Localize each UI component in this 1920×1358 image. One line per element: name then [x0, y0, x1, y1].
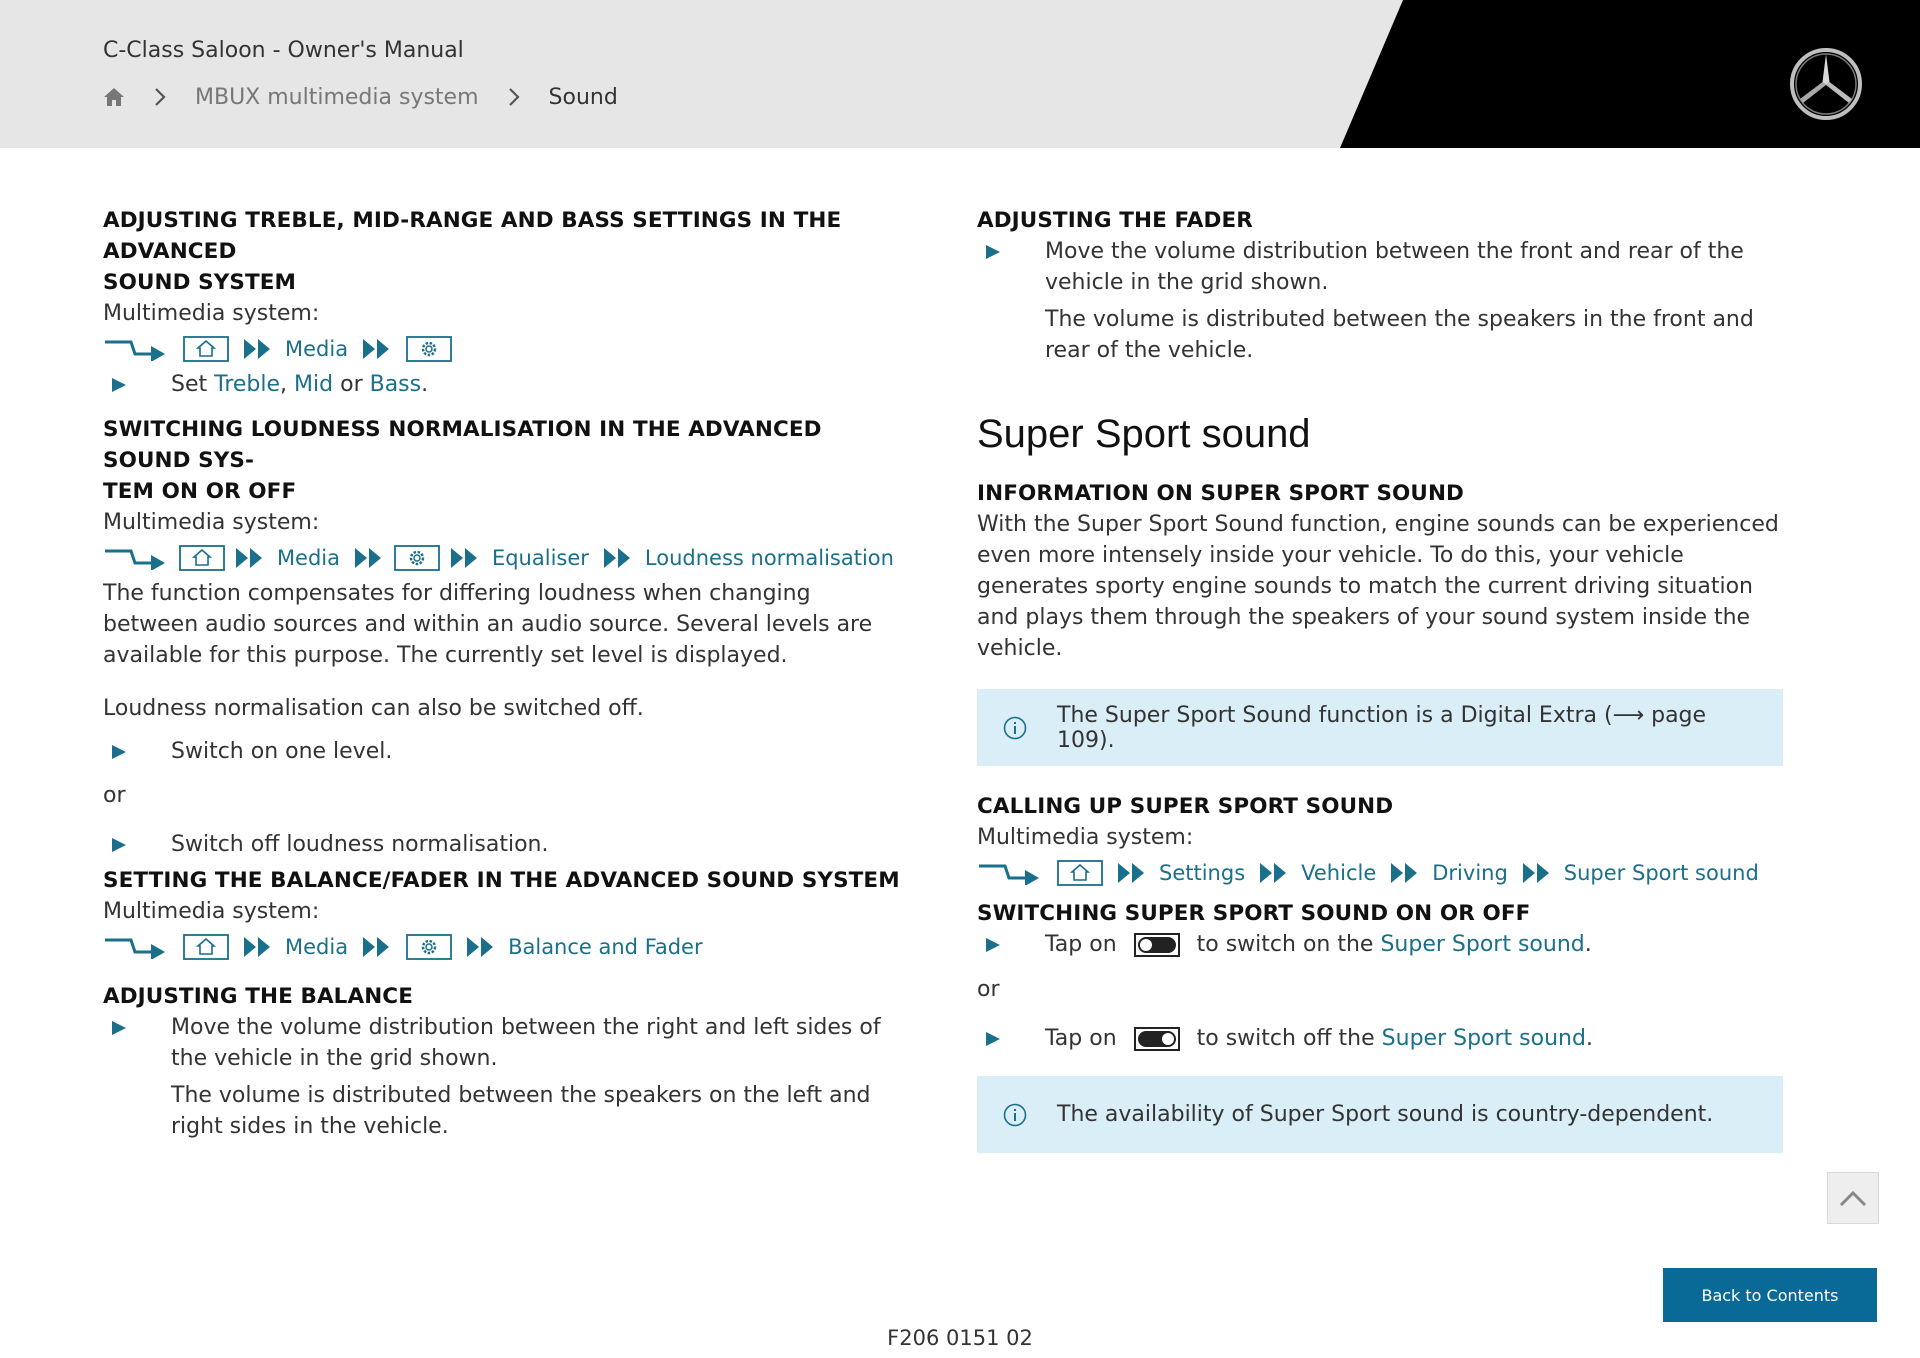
- chevron-right-icon: [507, 86, 521, 108]
- menu-path: [977, 853, 1783, 893]
- step-text: Set: [171, 372, 215, 397]
- intro-text: Multimedia system:: [103, 899, 320, 924]
- info-icon: [1003, 716, 1027, 740]
- step-text: Move the volume distribution between the front and rear of the vehicle in the grid shown.: [1045, 239, 1744, 295]
- heading-balance-fader: SETTING THE BALANCE/FADER IN THE ADVANCED SOUND SYSTEM: [103, 868, 900, 893]
- menu-path: [103, 329, 908, 369]
- step-arrow-icon: [986, 938, 1000, 952]
- breadcrumb: [103, 82, 618, 112]
- step-result-text: The volume is distributed between the speakers in the front and rear of the vehicle.: [1045, 307, 1754, 363]
- double-chevron-icon: [466, 935, 496, 959]
- settings-gear-button-icon: [394, 545, 440, 571]
- super-sport-description: With the Super Sport Sound function, engine sounds can be experienced even more intensely inside your vehicle. To do this, your vehicle generates sporty engine sounds to match the current driving situation and plays them through the speakers of your sound system inside the vehicle.: [977, 512, 1779, 661]
- path-item-driving: Driving: [1432, 861, 1508, 885]
- path-start-arrow-icon: [103, 546, 169, 570]
- path-item-super-sport-sound: Super Sport sound: [1563, 861, 1759, 885]
- link-mid[interactable]: Mid: [294, 372, 334, 397]
- heading-line: TEM ON OR OFF: [103, 479, 297, 504]
- step-text: .: [421, 372, 429, 397]
- step-text: .: [1585, 1026, 1593, 1051]
- path-item-media: Media: [276, 546, 341, 570]
- info-icon: [1003, 1103, 1027, 1127]
- breadcrumb-link-mbux[interactable]: MBUX multimedia system: [195, 84, 479, 110]
- toggle-off-icon: [1134, 933, 1180, 957]
- step-arrow-icon: [986, 1032, 1000, 1046]
- heading-line: SWITCHING LOUDNESS NORMALISATION IN THE ADVANCED SOUND SYS-: [103, 417, 822, 473]
- left-column: [103, 205, 908, 1142]
- step-text: ,: [280, 372, 295, 397]
- manual-title: C-Class Saloon - Owner's Manual: [103, 38, 464, 63]
- heading-adjusting-fader: ADJUSTING THE FADER: [977, 208, 1253, 233]
- step-text: or: [333, 372, 370, 397]
- path-start-arrow-icon: [103, 935, 169, 959]
- heading-line: ADJUSTING TREBLE, MID-RANGE AND BASS SETTINGS IN THE ADVANCED: [103, 208, 842, 264]
- path-start-arrow-icon: [977, 861, 1043, 885]
- path-item-equaliser: Equaliser: [491, 546, 589, 570]
- double-chevron-icon: [1117, 861, 1147, 885]
- double-chevron-icon: [362, 337, 392, 361]
- home-button-icon: [183, 934, 229, 960]
- menu-path: [103, 538, 908, 578]
- double-chevron-icon: [1522, 861, 1552, 885]
- double-chevron-icon: [1390, 861, 1420, 885]
- link-treble[interactable]: Treble: [214, 372, 281, 397]
- home-button-icon: [179, 545, 225, 571]
- step-switch-on-level: [103, 736, 908, 767]
- link-super-sport-sound[interactable]: Super Sport sound: [1380, 932, 1585, 957]
- info-note-country-dependent: [977, 1076, 1783, 1153]
- step-move-balance: [103, 1012, 908, 1142]
- path-item-vehicle: Vehicle: [1301, 861, 1377, 885]
- step-text: to switch off the: [1196, 1026, 1382, 1051]
- page-header: [0, 0, 1920, 148]
- step-text: to switch on the: [1196, 932, 1381, 957]
- step-switch-on: [977, 929, 1783, 960]
- step-move-fader: [977, 236, 1783, 366]
- step-arrow-icon: [986, 245, 1000, 259]
- chevron-right-icon: [153, 86, 167, 108]
- double-chevron-icon: [1259, 861, 1289, 885]
- toggle-on-icon: [1134, 1027, 1180, 1051]
- path-start-arrow-icon: [103, 337, 169, 361]
- heading-adjusting-balance: ADJUSTING THE BALANCE: [103, 984, 413, 1009]
- heading-calling-up-super-sport: CALLING UP SUPER SPORT SOUND: [977, 794, 1394, 819]
- double-chevron-icon: [354, 546, 384, 570]
- or-text: or: [977, 977, 1000, 1002]
- double-chevron-icon: [603, 546, 633, 570]
- link-bass[interactable]: Bass: [369, 372, 422, 397]
- loudness-off-note: Loudness normalisation can also be switched off.: [103, 696, 644, 721]
- heading-loudness-normalisation: [103, 414, 908, 507]
- step-text: .: [1584, 932, 1592, 957]
- step-switch-off: [977, 1023, 1783, 1054]
- double-chevron-icon: [362, 935, 392, 959]
- home-button-icon: [183, 336, 229, 362]
- intro-text: Multimedia system:: [977, 825, 1194, 850]
- step-text: Switch on one level.: [171, 739, 393, 764]
- path-item-balance-and-fader: Balance and Fader: [508, 935, 703, 959]
- note-text: The Super Sport Sound function is a Digital Extra (⟶ page 109).: [1057, 702, 1707, 753]
- heading-line: SOUND SYSTEM: [103, 270, 297, 295]
- loudness-description: The function compensates for differing loudness when changing between audio sources and within an audio source. Several levels are available for this purpose. The currently set level is displayed.: [103, 581, 873, 668]
- intro-text: Multimedia system:: [103, 510, 320, 535]
- info-note-digital-extra: [977, 689, 1783, 766]
- step-text: Move the volume distribution between the right and left sides of the vehicle in the grid shown.: [171, 1015, 881, 1071]
- right-column: [977, 205, 1783, 1153]
- double-chevron-icon: [243, 935, 273, 959]
- intro-text: Multimedia system:: [103, 301, 320, 326]
- back-to-top-button[interactable]: [1827, 1172, 1879, 1224]
- home-button-icon: [1057, 860, 1103, 886]
- step-arrow-icon: [112, 378, 126, 392]
- step-set-treble-mid-bass: [103, 369, 908, 400]
- path-item-loudness-normalisation: Loudness normalisation: [644, 546, 894, 570]
- menu-path: [103, 927, 908, 967]
- mercedes-star-logo-icon: [1788, 46, 1864, 122]
- step-switch-off-loudness: [103, 829, 908, 860]
- settings-gear-button-icon: [406, 336, 452, 362]
- step-text: Tap on: [1045, 932, 1117, 957]
- path-item-media: Media: [285, 337, 349, 361]
- section-title-super-sport-sound: Super Sport sound: [977, 412, 1311, 456]
- step-arrow-icon: [112, 838, 126, 852]
- path-item-settings: Settings: [1159, 861, 1246, 885]
- breadcrumb-current: Sound: [548, 84, 618, 110]
- double-chevron-icon: [235, 546, 265, 570]
- link-super-sport-sound[interactable]: Super Sport sound: [1381, 1026, 1586, 1051]
- or-text: or: [103, 783, 126, 808]
- home-icon[interactable]: [103, 86, 125, 108]
- step-text: Switch off loudness normalisation.: [171, 832, 549, 857]
- step-arrow-icon: [112, 745, 126, 759]
- chevron-up-icon: [1838, 1188, 1868, 1208]
- double-chevron-icon: [243, 337, 273, 361]
- step-result-text: The volume is distributed between the speakers on the left and right sides in the vehicle.: [171, 1083, 871, 1139]
- step-text: Tap on: [1045, 1026, 1117, 1051]
- double-chevron-icon: [450, 546, 480, 570]
- back-to-contents-button[interactable]: Back to Contents: [1663, 1268, 1877, 1322]
- heading-switching-super-sport: SWITCHING SUPER SPORT SOUND ON OR OFF: [977, 901, 1531, 926]
- settings-gear-button-icon: [406, 934, 452, 960]
- heading-information-super-sport: INFORMATION ON SUPER SPORT SOUND: [977, 481, 1465, 506]
- document-code: F206 0151 02: [887, 1326, 1033, 1350]
- heading-treble-mid-bass: [103, 205, 908, 298]
- path-item-media: Media: [285, 935, 349, 959]
- note-text: The availability of Super Sport sound is country-dependent.: [1057, 1102, 1714, 1127]
- step-arrow-icon: [112, 1021, 126, 1035]
